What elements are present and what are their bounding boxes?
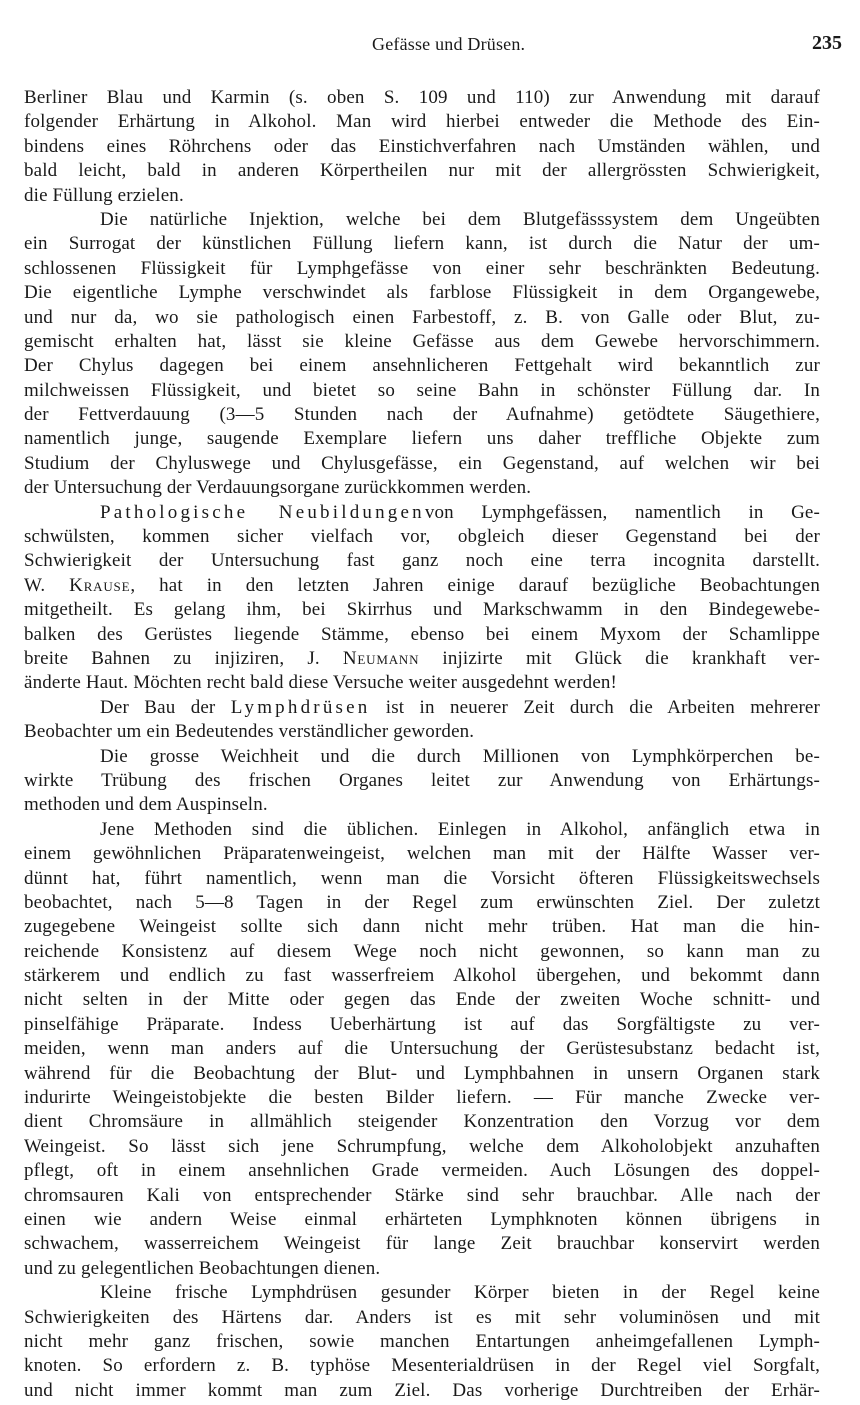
text-line: einen wie andern Weise einmal erhärteten Lymphknoten können übrigens in [24,1208,820,1230]
paragraph [24,86,820,208]
text-line: und zu gelegentlichen Beobachtungen dienen. [24,1257,381,1279]
text-line: Schwierigkeit der Untersuchung fast ganz noch eine terra incognita darstellt. [24,550,820,572]
text-line: indurirte Weingeistobjekte die besten Bilder liefern. — Für manche Zwecke ver- [24,1087,820,1109]
text-line: dient Chromsäure in allmählich steigender Konzentration den Vorzug vor dem [24,1111,820,1133]
text-line: änderte Haut. Möchten recht bald diese Versuche weiter ausgedehnt werden! [24,672,618,694]
text-line: pflegt, oft in einem ansehnlichen Grade vermeiden. Auch Lösungen des doppel- [24,1160,820,1182]
page-number: 235 [812,32,842,54]
text-line: Berliner Blau und Karmin (s. oben S. 109 und 110) zur Anwendung mit darauf [24,87,820,108]
text-span: von Lymphgefässen, namentlich in Ge- [424,501,820,523]
body-text [24,86,820,1403]
text-line: Jene Methoden sind die üblichen. Einlegen in Alkohol, anfänglich etwa in [100,818,820,840]
text-span: , hat in den letzten Jahren einige darauf bezügliche Beobachtungen [130,574,821,596]
paragraph [24,696,820,745]
text-line: schwachem, wasserreichem Weingeist für lange Zeit brauchbar konservirt werden [24,1233,820,1255]
text-line [24,501,820,525]
page-header [0,32,860,60]
text-line: und nicht immer kommt man zum Ziel. Das vorherige Durchtreiben der Erhär- [24,1379,820,1401]
emphasized-term: Lymphdrüsen [230,696,371,718]
text-line: Die natürliche Injektion, welche bei dem Blutgefässsystem dem Ungeübten [100,208,820,230]
text-line: gemischt erhalten hat, lässt sie kleine Gefässe aus dem Gewebe hervorschimmern. [24,330,820,352]
author-name: Krause [69,574,131,596]
paragraph [24,745,820,818]
text-span: ist in neuerer Zeit durch die Arbeiten mehrerer [370,696,820,718]
text-line [24,574,820,598]
text-line: namentlich junge, saugende Exemplare liefern uns daher treffliche Objekte zum [24,428,820,450]
text-line: einem gewöhnlichen Präparatenweingeist, welchen man mit der Hälfte Wasser ver- [24,843,820,865]
text-line: während für die Beobachtung der Blut- und Lymphbahnen in unsern Organen stark [24,1062,820,1084]
author-name: Neumann [342,647,420,669]
paragraph [24,1281,820,1403]
text-line: zugegebene Weingeist sollte sich dann nicht mehr trüben. Hat man die hin- [24,916,820,938]
text-line: Schwierigkeiten des Härtens dar. Anders ist es mit sehr voluminösen und mit [24,1306,820,1328]
text-line: milchweissen Flüssigkeit, und bietet so seine Bahn in schönster Füllung dar. In [24,379,820,401]
paragraph [24,208,820,501]
text-line: balken des Gerüstes liegende Stämme, ebenso bei einem Myxom der Schamlippe [24,623,820,645]
text-line: Beobachter um ein Bedeutendes verständlicher geworden. [24,721,475,743]
text-line: schlossenen Flüssigkeit für Lymphgefässe von einer sehr beschränkten Bedeutung. [24,257,820,279]
text-line: Weingeist. So lässt sich jene Schrumpfung, welche dem Alkoholobjekt anzuhaften [24,1135,820,1157]
text-line: nicht mehr ganz frischen, sowie manchen Entartungen anheimgefallenen Lymph- [24,1330,820,1352]
text-line: dünnt hat, führt namentlich, wenn man die Vorsicht öfteren Flüssigkeitswechsels [24,867,820,889]
emphasized-term: Pathologische Neubildungen [100,501,425,523]
running-title: Gefässe und Drüsen. [372,34,526,54]
text-line: meiden, wenn man anders auf die Untersuchung der Gerüstesubstanz bedacht ist, [24,1038,820,1060]
text-line: die Füllung erzielen. [24,184,184,206]
text-span: Der Bau der [100,696,231,718]
text-line: bindens eines Röhrchens oder das Einstichverfahren nach Umständen wählen, und [24,135,820,157]
text-line: Kleine frische Lymphdrüsen gesunder Körper bieten in der Regel keine [100,1282,820,1304]
text-line: der Untersuchung der Verdauungsorgane zurückkommen werden. [24,477,532,499]
text-line: der Fettverdauung (3—5 Stunden nach der Aufnahme) getödtete Säugethiere, [24,404,820,426]
text-span: W. [24,574,70,596]
text-line: Der Chylus dagegen bei einem ansehnlicheren Fettgehalt wird bekanntlich zur [24,355,820,377]
text-line: beobachtet, nach 5—8 Tagen in der Regel zum erwünschten Ziel. Der zuletzt [24,891,820,913]
text-line: Die eigentliche Lymphe verschwindet als farblose Flüssigkeit in dem Organgewebe, [24,282,820,304]
text-span: injizirte mit Glück die krankhaft ver- [419,647,820,669]
text-line: mitgetheilt. Es gelang ihm, bei Skirrhus und Markschwamm in den Bindegewebe- [24,599,820,621]
text-line [24,647,820,671]
text-line [24,696,820,720]
paragraph [24,818,820,1281]
text-line: stärkerem und endlich zu fast wasserfreiem Alkohol übergehen, und bekommt dann [24,965,820,987]
text-line: ein Surrogat der künstlichen Füllung liefern kann, ist durch die Natur der um- [24,233,820,255]
text-line: Die grosse Weichheit und die durch Millionen von Lymphkörperchen be- [100,745,820,767]
paragraph [24,501,820,696]
text-line: pinselfähige Präparate. Indess Ueberhärtung ist auf das Sorgfältigste zu ver- [24,1013,820,1035]
text-line: knoten. So erfordern z. B. typhöse Mesenterialdrüsen in der Regel viel Sorgfalt, [24,1355,820,1377]
text-line: wirkte Trübung des frischen Organes leitet zur Anwendung von Erhärtungs- [24,769,820,791]
text-line: chromsauren Kali von entsprechender Stärke sind sehr brauchbar. Alle nach der [24,1184,820,1206]
text-line: nicht selten in der Mitte oder gegen das Ende der zweiten Woche schnitt- und [24,989,820,1011]
text-line: reichende Konsistenz auf diesem Wege noch nicht gewonnen, so kann man zu [24,940,820,962]
text-span: breite Bahnen zu injiziren, J. [24,647,343,669]
text-line: schwülsten, kommen sicher vielfach vor, obgleich dieser Gegenstand bei der [24,526,820,548]
text-line: methoden und dem Auspinseln. [24,794,268,816]
text-line: Studium der Chyluswege und Chylusgefässe, ein Gegenstand, auf welchen wir bei [24,452,820,474]
text-line: und nur da, wo sie pathologisch einen Farbestoff, z. B. von Galle oder Blut, zu- [24,306,820,328]
text-line: folgender Erhärtung in Alkohol. Man wird hierbei entweder die Methode des Ein- [24,111,820,133]
text-line: bald leicht, bald in anderen Körpertheilen nur mit der allergrössten Schwierigkeit, [24,160,820,182]
